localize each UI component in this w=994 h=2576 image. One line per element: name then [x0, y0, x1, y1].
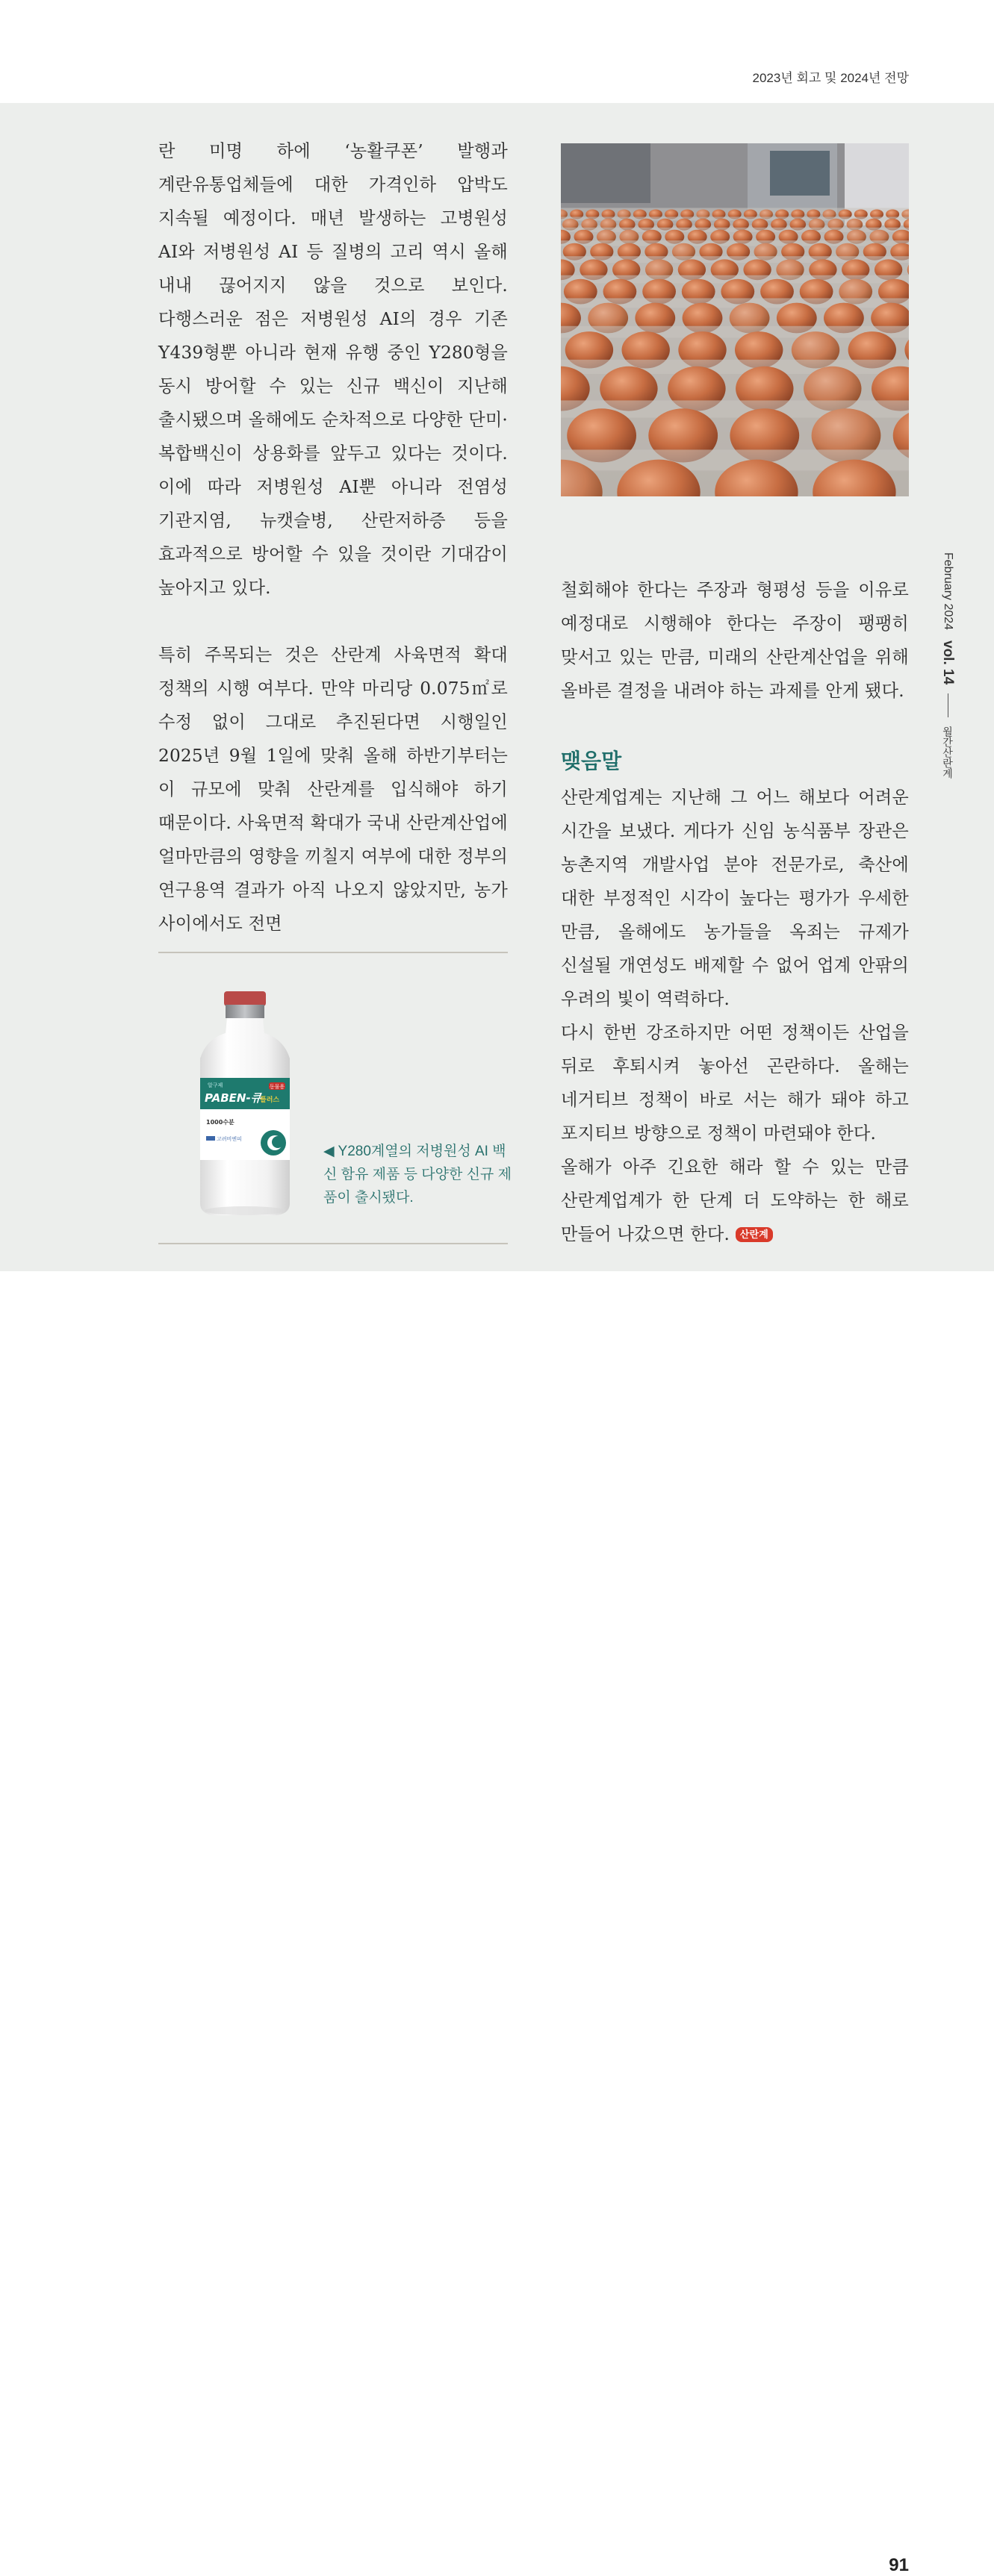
left-column: [158, 134, 508, 941]
body-paragraph: 란 미명 하에 ‘농활쿠폰’ 발행과 계란유통업체들에 대한 가격인하 압박도 지속될 예정이다. 매년 발생하는 고병원성 AI와 저병원성 AI 등 질병의 고리 역시 올해 내내 끊어지지 않을 것으로 보인다. 다행스러운 점은 저병원성 AI의 경우 기존 Y439형뿐 아니라 현재 유행 중인 Y280형을 동시 방어할 수 있는 신규 백신이 지난해 출시됐으며 올해에도 순차적으로 다양한 단미·복합백신이 상용화를 앞두고 있다는 것이다. 이에 따라 저병원성 AI뿐 아니라 전염성 기관지염, 뉴캣슬병, 산란저하증 등을 효과적으로 방어할 수 있을 것이란 기대감이 높아지고 있다.: [158, 141, 508, 598]
section-heading: 맺음말: [561, 749, 622, 773]
magazine-name: 월간산란계: [942, 726, 954, 779]
body-paragraph: [561, 1150, 909, 1251]
issue-month: February 2024: [942, 552, 954, 631]
product-brand: PABEN-큐: [205, 1091, 262, 1105]
closing-text: 올해가 아주 긴요한 해라 할 수 있는 만큼 산란계업계가 한 단계 더 도약하는 한 해로 만들어 나갔으면 한다.: [561, 1157, 909, 1244]
body-paragraph: 철회해야 한다는 주장과 형평성 등을 이유로 예정대로 시행해야 한다는 주장이 팽팽히 맞서고 있는 만큼, 미래의 산란계산업을 위해 올바른 결정을 내려야 하는 과제를 안게 됐다.: [561, 580, 909, 701]
body-paragraph: 산란계업계는 지난해 그 어느 해보다 어려운 시간을 보냈다. 게다가 신임 농식품부 장관은 농촌지역 개발사업 분야 전문가로, 축산에 대한 부정적인 시각이 높다는 평가가 우세한 만큼, 올해에도 농가들을 옥죄는 규제가 신설될 개연성도 배제할 수 없어 업계 안팎의 우려의 빛이 역력하다.: [561, 788, 909, 1009]
body-paragraph: 특히 주목되는 것은 산란계 사육면적 확대 정책의 시행 여부다. 만약 마리당 0.075㎡로 수정 없이 그대로 추진된다면 시행일인 2025년 9월 1일에 맞춰 올해 하반기부터는 이 규모에 맞춰 산란계를 입식해야 하기 때문이다. 사육면적 확대가 국내 산란계산업에 얼마만큼의 영향을 끼칠지 여부에 대한 정부의 연구용역 결과가 아직 나오지 않았지만, 농가 사이에서도 전면: [158, 645, 508, 934]
product-brand-sub: 플러스: [260, 1097, 280, 1104]
vaccine-bottle-image: [185, 990, 305, 1218]
product-dose: 1000수분: [206, 1119, 234, 1126]
issue-volume: vol. 14: [940, 640, 956, 685]
end-mark-badge: 산란계: [736, 1227, 773, 1242]
page-header-band: [0, 0, 994, 103]
right-column: [561, 573, 909, 1251]
divider-bottom: [158, 1243, 508, 1244]
side-tab: [939, 552, 956, 779]
section-title: 2023년 회고 및 2024년 전망: [752, 71, 909, 85]
page-footer-band: [0, 1271, 994, 2575]
egg-trays-photo: [561, 143, 909, 496]
divider-top: [158, 952, 508, 953]
page-number: 91: [889, 2555, 909, 2575]
product-maker: 고려비엔피: [217, 1136, 242, 1142]
image-caption: ◀ Y280계열의 저병원성 AI 백신 함유 제품 등 다양한 신규 제품이 출시됐다.: [323, 1144, 512, 1206]
body-paragraph: 다시 한번 강조하지만 어떤 정책이든 산업을 뒤로 후퇴시켜 놓아선 곤란하다. 올해는 네거티브 정책이 바로 서는 해가 돼야 하고 포지티브 방향으로 정책이 마련돼야 한다.: [561, 1023, 909, 1144]
product-label-top: 알구제: [208, 1082, 223, 1088]
product-badge: 동물용: [269, 1084, 285, 1090]
